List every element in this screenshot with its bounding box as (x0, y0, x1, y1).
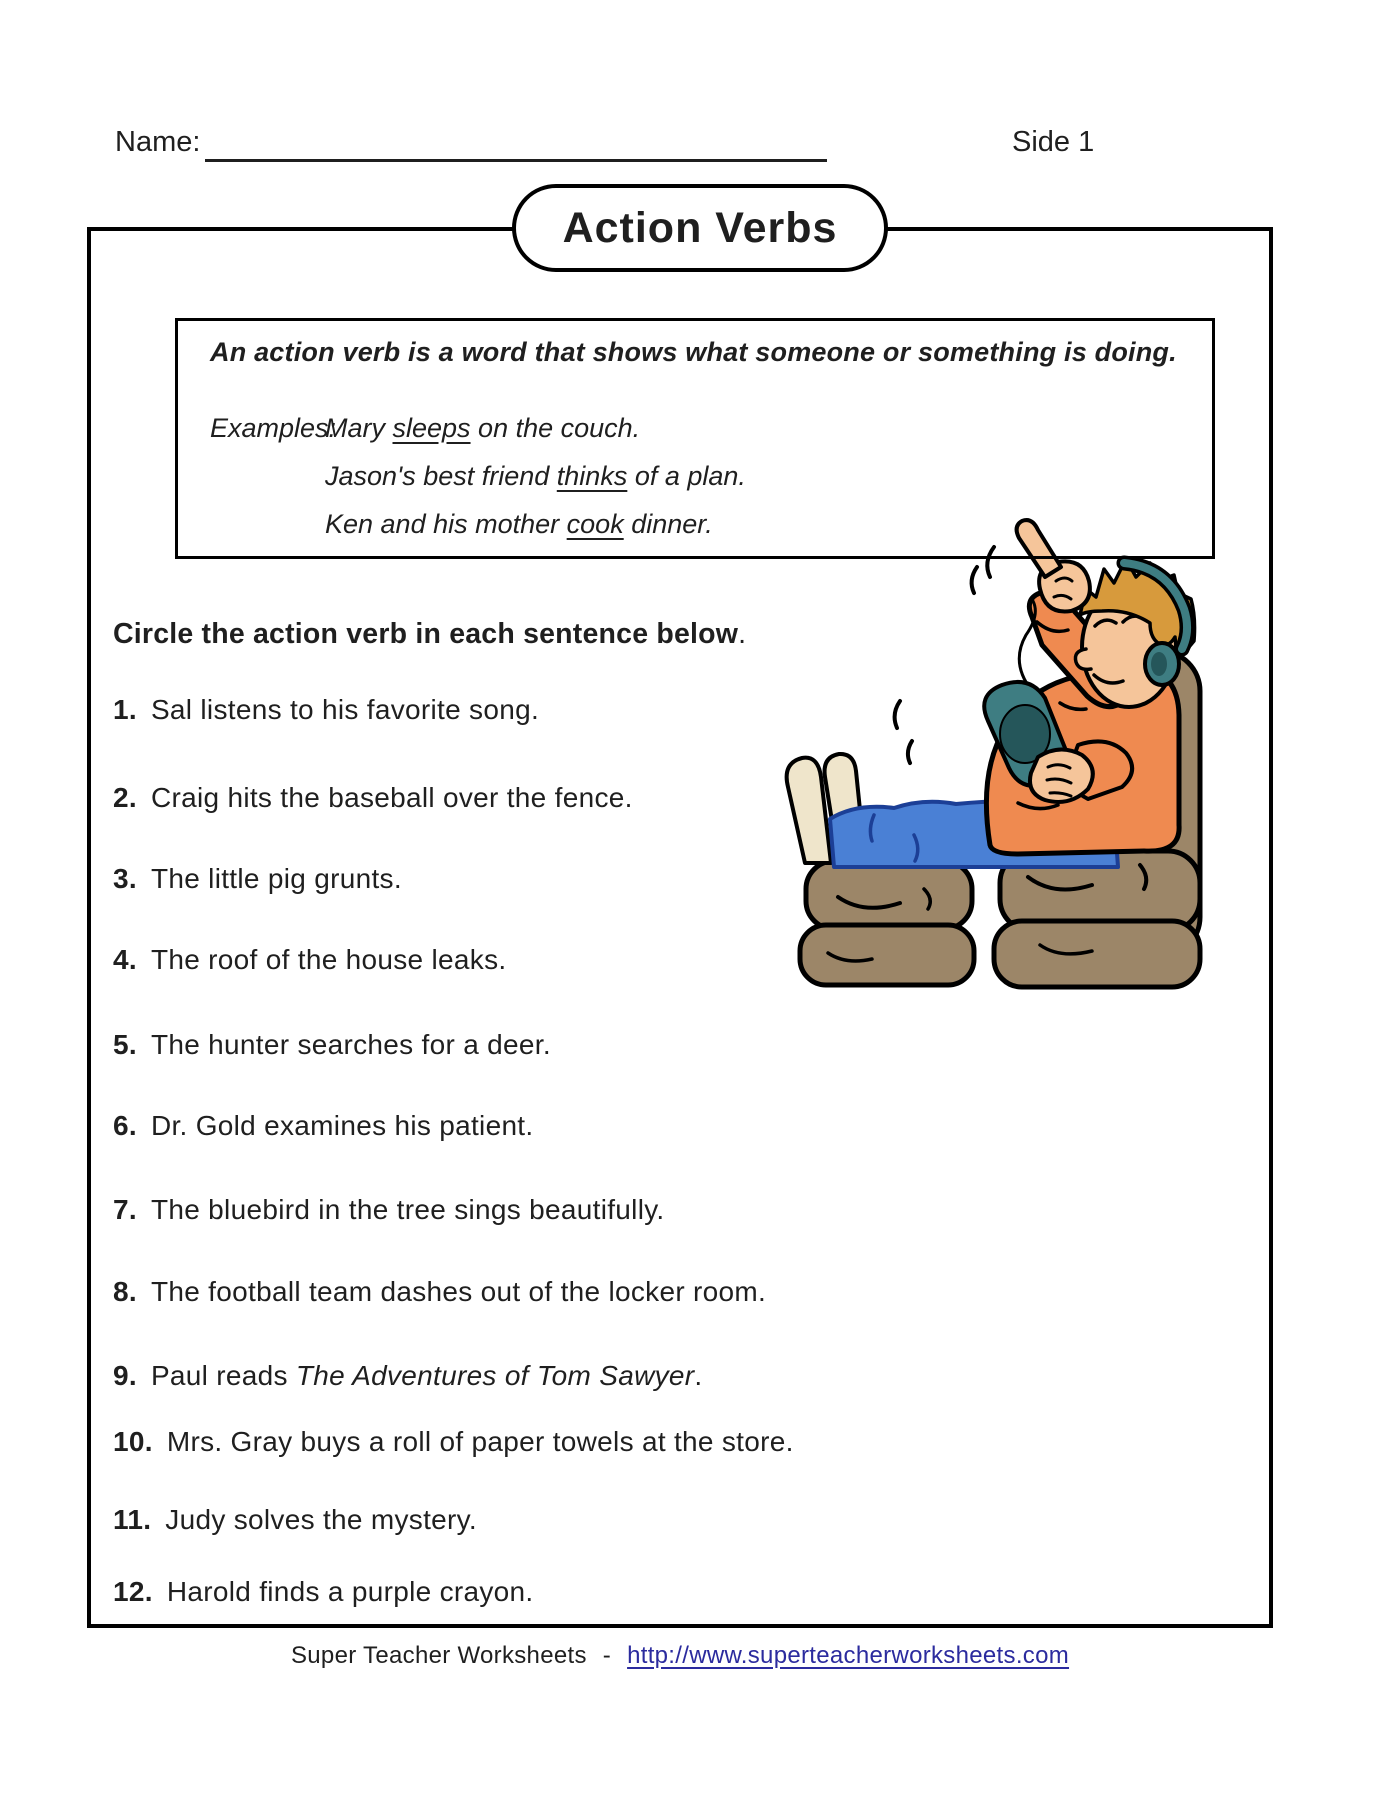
definition-box (175, 318, 1215, 559)
sentence-number: 10. (113, 1426, 153, 1457)
name-blank-line (205, 126, 827, 162)
footer-site-name: Super Teacher Worksheets (290, 1642, 587, 1669)
footer-url-link[interactable]: http://www.superteacherworksheets.com (627, 1642, 1070, 1669)
sentence-text-part: Craig hits the baseball over the fence. (150, 782, 633, 813)
sentence-number: 9. (113, 1360, 137, 1391)
sentence-number: 2. (113, 782, 137, 813)
sentence-text (151, 1360, 703, 1392)
sentence-row (113, 1276, 766, 1308)
example-text-part: dinner. (623, 509, 713, 539)
sentence-number: 3. (113, 863, 137, 894)
sentence-number: 8. (113, 1276, 137, 1307)
sentence-row (113, 1576, 534, 1608)
sentence-row (113, 1504, 477, 1536)
worksheet-title-text: Action Verbs (562, 203, 838, 252)
sentence-row (113, 782, 633, 814)
footer (87, 1642, 1273, 1670)
sentence-row (113, 1029, 551, 1061)
example-text-part: on the couch. (470, 413, 641, 443)
sentence-number: 12. (113, 1576, 153, 1607)
sentence-row (113, 1426, 794, 1458)
example-text-part: of a plan. (627, 461, 746, 491)
sentence-text (151, 863, 402, 895)
sentence-number: 6. (113, 1110, 137, 1141)
sentence-number: 1. (113, 694, 137, 725)
example-verb: sleeps (392, 413, 471, 443)
side-label: Side 1 (1012, 126, 1095, 158)
sentence-text-part: Harold finds a purple crayon. (166, 1576, 534, 1607)
sentence-text (151, 1194, 665, 1226)
sentence-text (167, 1426, 794, 1458)
sentence-number: 5. (113, 1029, 137, 1060)
sentence-text-part: The bluebird in the tree sings beautifully. (150, 1194, 665, 1225)
sentence-row (113, 1194, 665, 1226)
sentence-number: 7. (113, 1194, 137, 1225)
sentence-text (167, 1576, 534, 1608)
sentence-text (151, 694, 539, 726)
sentence-row (113, 863, 402, 895)
sentence-row (113, 1360, 703, 1392)
example-sentence (325, 461, 746, 492)
sentence-text-part: The football team dashes out of the locker room. (150, 1276, 767, 1307)
sentence-text-part: The little pig grunts. (150, 863, 402, 894)
sentence-row (113, 694, 539, 726)
sentence-text-part: The hunter searches for a deer. (150, 1029, 551, 1060)
examples-label: Examples: (210, 413, 337, 443)
definition-text: An action verb is a word that shows what someone or something is doing. (210, 337, 1177, 367)
sentence-text-part: Sal listens to his favorite song. (150, 694, 540, 725)
footer-separator: - (602, 1642, 612, 1669)
sentence-text-part: Mrs. Gray buys a roll of paper towels at the store. (166, 1426, 794, 1457)
sentence-text (151, 1276, 766, 1308)
example-text-part: Jason's best friend (325, 461, 557, 491)
example-sentence (325, 509, 713, 540)
sentence-row (113, 1110, 533, 1142)
sentence-number: 11. (113, 1504, 152, 1535)
instructions-period: . (738, 618, 747, 650)
sentence-text-part: Judy solves the mystery. (165, 1504, 477, 1535)
instructions-line (113, 618, 746, 651)
example-sentence (325, 413, 640, 444)
sentence-text-part: Dr. Gold examines his patient. (150, 1110, 534, 1141)
sentence-text (151, 1110, 534, 1142)
instructions-text: Circle the action verb in each sentence below (113, 618, 739, 650)
sentence-text-part: . (694, 1360, 703, 1391)
sentence-text (151, 782, 633, 814)
worksheet-title (512, 184, 888, 272)
sentence-text (151, 944, 507, 976)
sentence-number: 4. (113, 944, 137, 975)
sentence-row (113, 944, 506, 976)
sentence-text (165, 1504, 477, 1536)
sentence-text-italic: The Adventures of Tom Sawyer (295, 1360, 695, 1391)
example-verb: cook (566, 509, 624, 539)
example-text-part: Mary (325, 413, 393, 443)
sentence-text (151, 1029, 551, 1061)
sentence-text-part: The roof of the house leaks. (150, 944, 507, 975)
example-verb: thinks (556, 461, 628, 491)
example-text-part: Ken and his mother (325, 509, 567, 539)
name-label: Name: (115, 126, 201, 158)
sentence-text-part: Paul reads (150, 1360, 296, 1391)
